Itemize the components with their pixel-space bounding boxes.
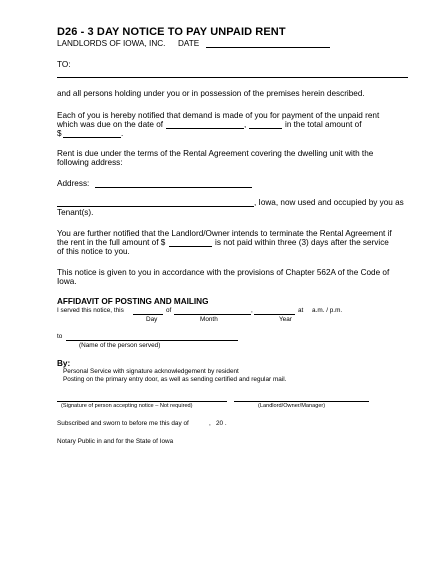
signature-accepting-line[interactable] bbox=[57, 401, 227, 402]
chapter-line-1: This notice is given to you in accordance with the provisions of Chapter 562A of the Code of bbox=[57, 268, 390, 277]
signature-accepting-caption: (Signature of person accepting notice – Not required) bbox=[61, 403, 193, 409]
served-comma: , bbox=[251, 307, 253, 314]
rent-due-line-1: Rent is due under the terms of the Rental Agreement covering the dwelling unit with the bbox=[57, 149, 374, 158]
terminate-line-2a: the rent in the full amount of $ bbox=[57, 238, 166, 247]
day-caption: Day bbox=[146, 316, 158, 323]
method-posting: Posting on the primary entry door, as well as sending certified and regular mail. bbox=[63, 376, 287, 383]
subscribed-year: 20 . bbox=[216, 420, 227, 427]
document-title: D26 - 3 DAY NOTICE TO PAY UNPAID RENT bbox=[57, 26, 286, 38]
served-text: I served this notice, this bbox=[57, 307, 124, 314]
date-label: DATE bbox=[178, 39, 200, 48]
served-of: of bbox=[166, 307, 172, 314]
due-date-comma: , bbox=[244, 120, 247, 129]
dollar-sign: $ bbox=[57, 129, 62, 138]
subscribed-text: Subscribed and sworn to before me this day of bbox=[57, 420, 189, 427]
served-year-line[interactable] bbox=[254, 314, 295, 315]
address-line-1[interactable] bbox=[95, 187, 252, 188]
notary-text: Notary Public in and for the State of Iowa bbox=[57, 438, 174, 445]
signature-landlord-caption: (Landlord/Owner/Manager) bbox=[258, 403, 326, 409]
served-day-line[interactable] bbox=[133, 314, 163, 315]
notified-line-1: Each of you is hereby notified that demand is made of you for payment of the unpaid rent bbox=[57, 111, 380, 120]
signature-landlord-line[interactable] bbox=[234, 401, 369, 402]
iowa-text: , Iowa, now used and occupied by you as bbox=[254, 198, 404, 207]
total-amount-period: . bbox=[121, 129, 124, 138]
due-date-line[interactable] bbox=[166, 128, 244, 129]
served-name-line[interactable] bbox=[66, 340, 238, 341]
served-month-line[interactable] bbox=[174, 314, 251, 315]
tenants-text: Tenant(s). bbox=[57, 208, 94, 217]
month-caption: Month bbox=[200, 316, 218, 323]
served-at: at bbox=[298, 307, 304, 314]
notified-line-2c: in the total amount of bbox=[285, 120, 362, 129]
chapter-line-2: Iowa. bbox=[57, 277, 77, 286]
landlords-label: LANDLORDS OF IOWA, INC. bbox=[57, 39, 166, 48]
affidavit-heading: AFFIDAVIT OF POSTING AND MAILING bbox=[57, 297, 209, 306]
terminate-line-3: of this notice to you. bbox=[57, 247, 130, 256]
address-label: Address: bbox=[57, 179, 90, 188]
rent-due-line-2: following address: bbox=[57, 158, 123, 167]
date-line[interactable] bbox=[206, 47, 330, 48]
year-caption: Year bbox=[279, 316, 292, 323]
terminate-line-1: You are further notified that the Landlord/Owner intends to terminate the Rental Agreement if bbox=[57, 229, 392, 238]
by-label: By: bbox=[57, 359, 71, 368]
tenant-name-line[interactable] bbox=[57, 77, 408, 78]
served-ampm: a.m. / p.m. bbox=[312, 307, 343, 314]
subscribed-comma: , bbox=[209, 420, 211, 427]
total-amount-line[interactable] bbox=[63, 137, 121, 138]
address-line-2[interactable] bbox=[57, 206, 254, 207]
served-to: to bbox=[57, 333, 63, 340]
terminate-line-2b: is not paid within three (3) days after the service bbox=[215, 238, 389, 247]
full-amount-line[interactable] bbox=[169, 246, 212, 247]
due-year-line[interactable] bbox=[249, 128, 282, 129]
persons-text: and all persons holding under you or in possession of the premises herein described. bbox=[57, 89, 365, 98]
to-label: TO: bbox=[57, 60, 71, 69]
name-served-caption: (Name of the person served) bbox=[79, 342, 161, 349]
notified-line-2a: which was due on the date of bbox=[57, 120, 164, 129]
method-personal: Personal Service with signature acknowledgement by resident bbox=[63, 368, 239, 375]
